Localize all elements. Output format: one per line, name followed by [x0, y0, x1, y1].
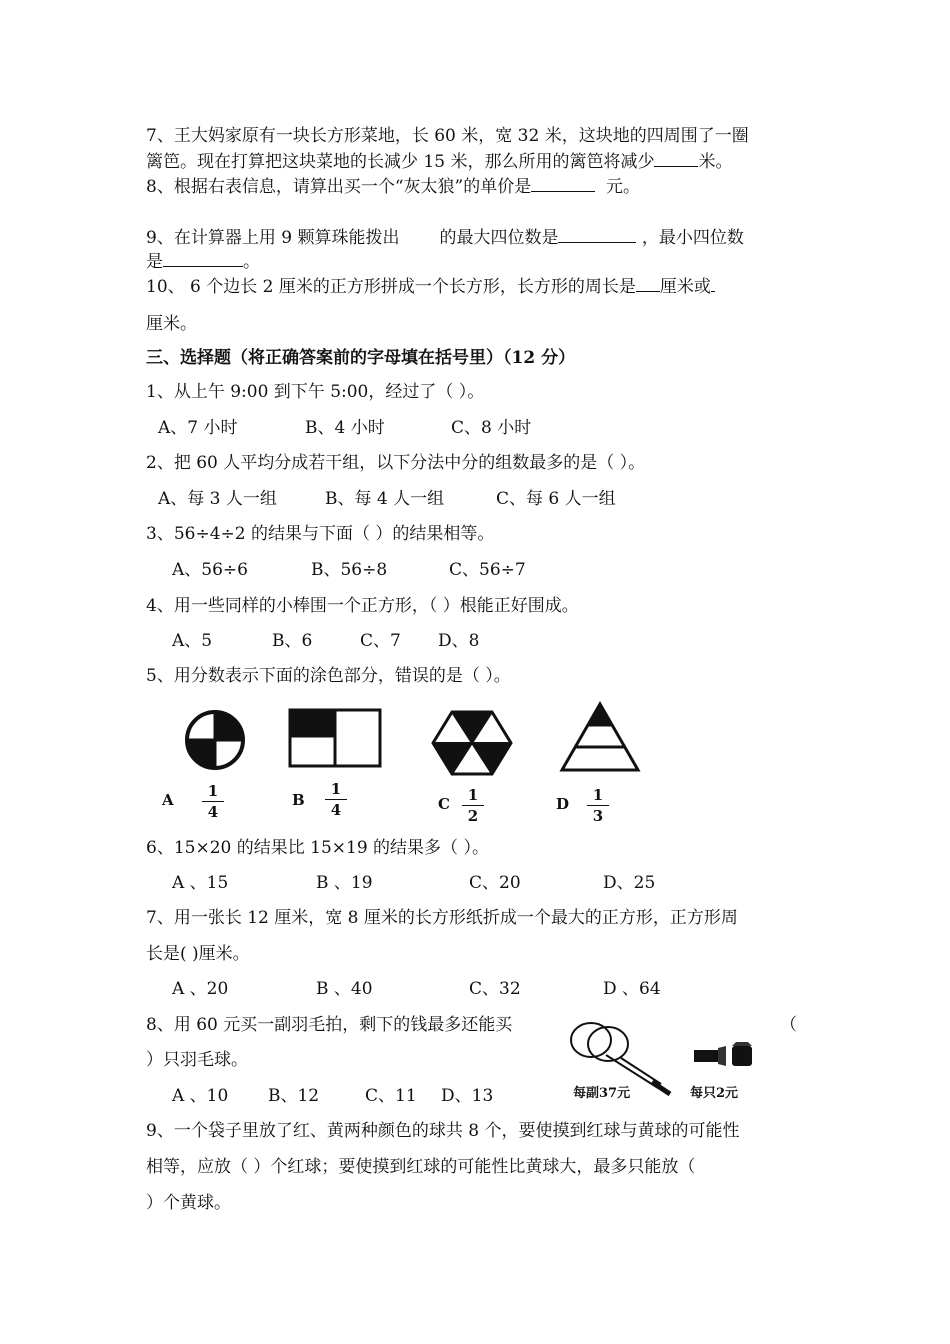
q7-line2 — [146, 150, 732, 174]
s3-q1-option-b[interactable]: B、4 小时 — [305, 418, 385, 438]
figure-c-numerator: 1 — [467, 786, 479, 804]
figure-d-fraction — [587, 786, 609, 825]
figure-c-denominator: 2 — [467, 807, 479, 825]
figure-c-label: C — [438, 795, 450, 813]
s3-q1: 1、从上午 9:00 到下午 5:00，经过了（ ）。 — [146, 382, 485, 402]
figure-b-fraction — [325, 780, 347, 819]
q9-line2-text: 是 — [146, 252, 163, 272]
racket-price-caption: 每副37元 — [573, 1086, 631, 1101]
s3-q1-option-c[interactable]: C、8 小时 — [451, 418, 532, 438]
s3-q8-line2: ）只羽毛球。 — [146, 1050, 248, 1070]
s3-q8-line1: 8、用 60 元买一副羽毛拍，剩下的钱最多还能买 — [146, 1015, 513, 1035]
figure-d-numerator: 1 — [592, 786, 604, 804]
shuttlecock-icon — [692, 1040, 758, 1070]
s3-q6: 6、15×20 的结果比 15×19 的结果多（ ）。 — [146, 838, 489, 858]
s3-q7-option-d[interactable]: D 、64 — [603, 979, 661, 999]
quartered-circle-icon — [183, 708, 247, 772]
figure-a-fraction — [202, 782, 224, 821]
layered-triangle-icon — [558, 700, 642, 774]
hexagon-icon — [430, 708, 514, 778]
s3-q2-option-b[interactable]: B、每 4 人一组 — [325, 489, 445, 509]
s3-q8-option-d[interactable]: D、13 — [441, 1086, 494, 1106]
s3-q4-option-b[interactable]: B、6 — [272, 631, 313, 651]
q10-line1 — [146, 275, 715, 299]
q7-text: 篱笆。现在打算把这块菜地的长减少 15 米，那么所用的篱笆将减少 — [146, 152, 655, 172]
s3-q7-option-c[interactable]: C、32 — [469, 979, 521, 999]
q9-end: 。 — [243, 252, 260, 272]
q9-line2 — [146, 250, 260, 274]
s3-q8-option-a[interactable]: A 、10 — [172, 1086, 229, 1106]
q7-answer-blank[interactable] — [654, 150, 698, 167]
figure-b-denominator: 4 — [330, 801, 342, 819]
s3-q4-option-a[interactable]: A、5 — [172, 631, 213, 651]
q10-mid: 厘米或 — [659, 277, 711, 297]
s3-q8-option-b[interactable]: B、12 — [268, 1086, 320, 1106]
q10-line2: 厘米。 — [146, 314, 197, 334]
figure-a-denominator: 4 — [207, 803, 219, 821]
s3-q7-line1: 7、用一张长 12 厘米，宽 8 厘米的长方形纸折成一个最大的正方形，正方形周 — [146, 908, 738, 928]
s3-q6-option-b[interactable]: B 、19 — [316, 873, 373, 893]
q9-part2: 的最大四位数是 — [439, 228, 559, 248]
s3-q6-option-a[interactable]: A 、15 — [172, 873, 229, 893]
figure-d-denominator: 3 — [592, 807, 604, 825]
figure-d-label: D — [556, 795, 570, 813]
s3-q4: 4、用一些同样的小棒围一个正方形，（ ）根能正好围成。 — [146, 596, 579, 616]
s3-q8-option-c[interactable]: C、11 — [365, 1086, 417, 1106]
shuttlecock-price-caption: 每只2元 — [690, 1086, 739, 1101]
q7-line1: 7、王大妈家原有一块长方形菜地，长 60 米，宽 32 米，这块地的四周围了一圈 — [146, 126, 749, 146]
q10-blank-1[interactable] — [636, 275, 660, 292]
q9-part3: ，最小四位数 — [641, 228, 744, 248]
q8-unit: 元。 — [606, 177, 641, 197]
q10-blank-2[interactable] — [711, 275, 715, 292]
figure-a-label: A — [162, 791, 174, 809]
s3-q3-option-b[interactable]: B、56÷8 — [311, 560, 388, 580]
quartered-rectangle-icon — [288, 708, 384, 770]
s3-q9-line2: 相等，应放（ ）个红球；要使摸到红球的可能性比黄球大，最多只能放（ — [146, 1157, 696, 1177]
s3-q3-option-c[interactable]: C、56÷7 — [449, 560, 526, 580]
s3-q4-option-d[interactable]: D、8 — [438, 631, 480, 651]
figure-c-fraction — [462, 786, 484, 825]
q8-answer-blank[interactable] — [531, 175, 595, 192]
figure-b-label: B — [292, 791, 305, 809]
s3-q6-option-c[interactable]: C、20 — [469, 873, 521, 893]
s3-q7-option-a[interactable]: A 、20 — [172, 979, 229, 999]
q7-unit: 米。 — [698, 152, 733, 172]
s3-q3: 3、56÷4÷2 的结果与下面（ ）的结果相等。 — [146, 524, 495, 544]
q8-line — [146, 175, 640, 199]
s3-q8-paren: （ — [780, 1015, 797, 1035]
s3-q2-option-c[interactable]: C、每 6 人一组 — [496, 489, 616, 509]
q8-text: 8、根据右表信息，请算出买一个“灰太狼”的单价是 — [146, 177, 532, 197]
s3-q4-option-c[interactable]: C、7 — [360, 631, 401, 651]
s3-q5: 5、用分数表示下面的涂色部分，错误的是（ ）。 — [146, 666, 511, 686]
s3-q1-option-a[interactable]: A、7 小时 — [158, 418, 238, 438]
q9-min-blank[interactable] — [163, 250, 243, 267]
s3-q7-line2: 长是( )厘米。 — [146, 944, 250, 964]
s3-q9-line1: 9、一个袋子里放了红、黄两种颜色的球共 8 个，要使摸到红球与黄球的可能性 — [146, 1121, 740, 1141]
q10-text: 10、 6 个边长 2 厘米的正方形拼成一个长方形，长方形的周长是 — [146, 277, 636, 297]
figure-a-numerator: 1 — [207, 782, 219, 800]
s3-q7-option-b[interactable]: B 、40 — [316, 979, 373, 999]
s3-q2: 2、把 60 人平均分成若干组，以下分法中分的组数最多的是（ ）。 — [146, 453, 646, 473]
q9-line1 — [146, 226, 744, 250]
section3-title: 三、选择题（将正确答案前的字母填在括号里）（12 分） — [146, 348, 576, 368]
s3-q9-line3: ）个黄球。 — [146, 1193, 231, 1213]
s3-q2-option-a[interactable]: A、每 3 人一组 — [158, 489, 277, 509]
s3-q6-option-d[interactable]: D、25 — [603, 873, 656, 893]
q9-max-blank[interactable] — [558, 226, 636, 243]
figure-b-numerator: 1 — [330, 780, 342, 798]
s3-q3-option-a[interactable]: A、56÷6 — [172, 560, 248, 580]
q9-part1: 9、在计算器上用 9 颗算珠能拨出 — [146, 228, 400, 248]
